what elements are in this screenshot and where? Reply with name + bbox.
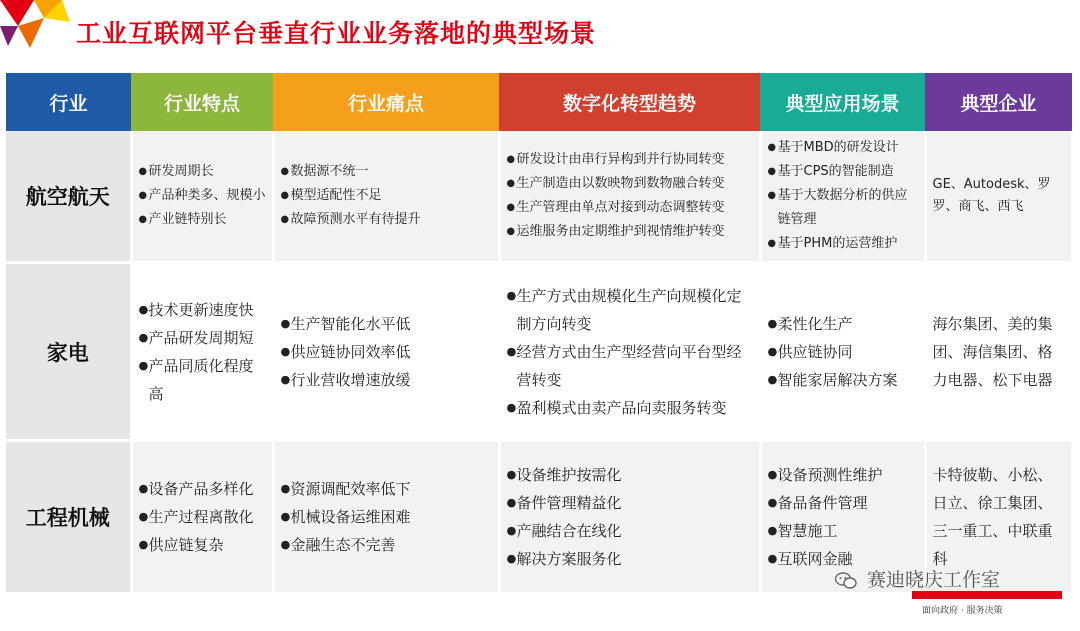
table-row [6, 131, 1072, 263]
feature-item: ● 供应链复杂 [139, 531, 266, 559]
table-row [6, 263, 1072, 441]
industry-name: 航空航天 [6, 131, 131, 263]
scenario-item: ● 互联网金融 [768, 545, 918, 573]
watermark [835, 565, 1000, 592]
companies-text: 卡特彼勒、小松、日立、徐工集团、三一重工、中联重科 [932, 466, 1053, 568]
scenario-item: ● 基于PHM的运营维护 [768, 232, 918, 256]
header-features: 行业特点 [131, 73, 273, 131]
feature-item: ● 产品研发周期短 [139, 324, 266, 352]
scenario-item: ● 基于MBD的研发设计 [768, 136, 918, 160]
trend-item: ● 备件管理精益化 [507, 489, 753, 517]
scenario-item: ● 设备预测性维护 [768, 461, 918, 489]
trend-item: ● 产融结合在线化 [507, 517, 753, 545]
feature-item: ● 产品同质化程度高 [139, 352, 266, 408]
trend-item: ● 设备维护按需化 [507, 461, 753, 489]
pain-points-cell [273, 441, 499, 594]
header-companies: 典型企业 [925, 73, 1072, 131]
features-cell [131, 441, 273, 594]
pain-point-item: ● 机械设备运维困难 [281, 503, 492, 531]
companies-cell [925, 131, 1072, 263]
table-header-row [6, 73, 1072, 131]
trend-item: ● 盈利模式由卖产品向卖服务转变 [507, 394, 753, 422]
footer-slogan: 面向政府 · 服务决策 [922, 606, 1003, 616]
feature-item: ● 设备产品多样化 [139, 475, 266, 503]
feature-item: ● 生产过程离散化 [139, 503, 266, 531]
trend-item: ● 生产方式由规模化生产向规模化定制方向转变 [507, 282, 753, 338]
features-cell [131, 131, 273, 263]
header-pain-points: 行业痛点 [273, 73, 499, 131]
scenarios-cell [760, 263, 925, 441]
companies-text: GE、Autodesk、罗罗、商飞、西飞 [932, 177, 1051, 214]
companies-text: 海尔集团、美的集团、海信集团、格力电器、松下电器 [932, 314, 1053, 389]
pain-points-cell [273, 131, 499, 263]
pain-points-cell [273, 263, 499, 441]
brand-logo [0, 0, 75, 62]
header-scenarios: 典型应用场景 [760, 73, 925, 131]
pain-point-item: ● 模型适配性不足 [281, 184, 492, 208]
header-industry: 行业 [6, 73, 131, 131]
pain-point-item: ● 故障预测水平有待提升 [281, 208, 492, 232]
pain-point-item: ● 数据源不统一 [281, 160, 492, 184]
trend-item: ● 生产管理由单点对接到动态调整转变 [507, 196, 753, 220]
trends-cell [499, 131, 760, 263]
industry-name: 家电 [6, 263, 131, 441]
feature-item: ● 产品种类多、规模小 [139, 184, 266, 208]
scenario-item: ● 基于大数据分析的供应链管理 [768, 184, 918, 232]
scenario-item: ● 柔性化生产 [768, 310, 918, 338]
scenarios-cell [760, 131, 925, 263]
trend-item: ● 运维服务由定期维护到视情维护转变 [507, 220, 753, 244]
feature-item: ● 产业链特别长 [139, 208, 266, 232]
feature-item: ● 技术更新速度快 [139, 296, 266, 324]
companies-cell [925, 263, 1072, 441]
feature-item: ● 研发周期长 [139, 160, 266, 184]
wechat-icon [835, 572, 857, 590]
pain-point-item: ● 行业营收增速放缓 [281, 366, 492, 394]
trends-cell [499, 441, 760, 594]
scenario-item: ● 智能家居解决方案 [768, 366, 918, 394]
header-trends: 数字化转型趋势 [499, 73, 760, 131]
trends-cell [499, 263, 760, 441]
trend-item: ● 研发设计由串行异构到并行协同转变 [507, 148, 753, 172]
brand-bar [912, 591, 1062, 599]
pain-point-item: ● 供应链协同效率低 [281, 338, 492, 366]
industry-name: 工程机械 [6, 441, 131, 594]
trend-item: ● 生产制造由以数映物到数物融合转变 [507, 172, 753, 196]
pain-point-item: ● 资源调配效率低下 [281, 475, 492, 503]
trend-item: ● 经营方式由生产型经营向平台型经营转变 [507, 338, 753, 394]
pain-point-item: ● 金融生态不完善 [281, 531, 492, 559]
scenario-item: ● 基于CPS的智能制造 [768, 160, 918, 184]
features-cell [131, 263, 273, 441]
scenario-item: ● 智慧施工 [768, 517, 918, 545]
industry-table [6, 73, 1074, 595]
trend-item: ● 解决方案服务化 [507, 545, 753, 573]
page-title: 工业互联网平台垂直行业业务落地的典型场景 [76, 19, 597, 48]
pain-point-item: ● 生产智能化水平低 [281, 310, 492, 338]
scenario-item: ● 供应链协同 [768, 338, 918, 366]
scenario-item: ● 备品备件管理 [768, 489, 918, 517]
watermark-text: 赛迪晓庆工作室 [867, 569, 1001, 591]
